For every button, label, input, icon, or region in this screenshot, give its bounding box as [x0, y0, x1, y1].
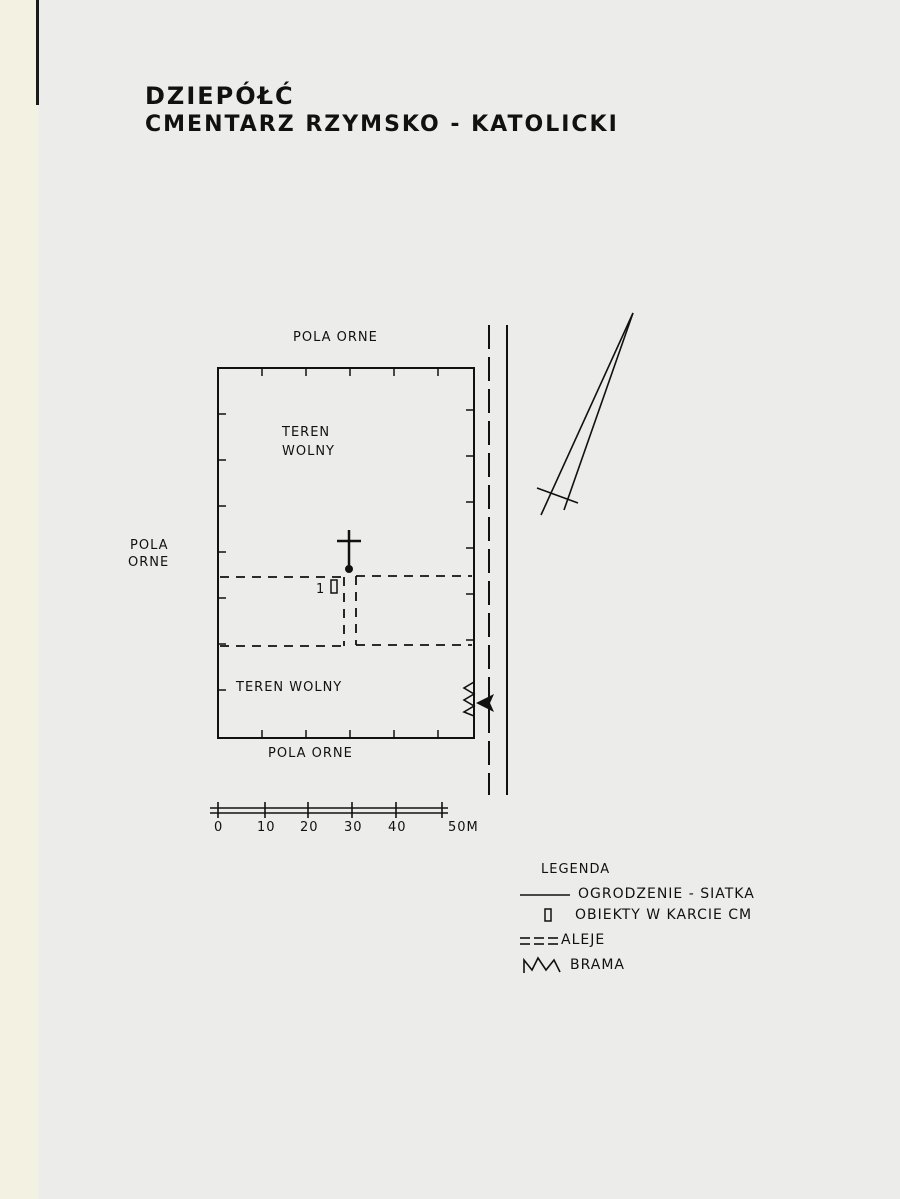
label-west-2: ORNE — [128, 555, 170, 570]
scale-tick-40: 40 — [388, 820, 407, 835]
scale-end-label: 50M — [448, 820, 479, 835]
label-lower-area: TEREN WOLNY — [236, 680, 343, 695]
label-upper-area-2: WOLNY — [282, 444, 335, 459]
place-title: DZIEPÓŁĆ — [145, 82, 295, 110]
legend-title: LEGENDA — [541, 862, 611, 877]
legend-gate-label: BRAMA — [570, 957, 625, 973]
label-west-1: POLA — [130, 538, 169, 553]
legend-fence-label: OGRODZENIE - SIATKA — [578, 886, 755, 902]
scale-tick-20: 20 — [300, 820, 319, 835]
north-arrow-icon — [537, 313, 633, 515]
legend-objects-label: OBIEKTY W KARCIE CM — [575, 907, 753, 923]
legend-object-symbol — [545, 909, 551, 921]
legend-alleys-label: ALEJE — [561, 932, 606, 948]
cemetery-subtitle: CMENTARZ RZYMSKO - KATOLICKI — [145, 112, 619, 137]
scale-bar — [210, 802, 448, 818]
object-number: 1 — [316, 582, 326, 597]
legend-dash-symbol — [520, 938, 558, 944]
gate-arrow-icon — [476, 694, 494, 712]
label-upper-area-1: TEREN — [282, 425, 331, 440]
gate-icon — [464, 682, 474, 716]
scale-tick-10: 10 — [257, 820, 276, 835]
legend-gate-symbol — [524, 958, 560, 973]
alleys — [220, 576, 472, 646]
label-south: POLA ORNE — [268, 746, 353, 761]
object-marker — [331, 580, 337, 593]
label-north: POLA ORNE — [293, 330, 378, 345]
scale-tick-30: 30 — [344, 820, 363, 835]
scale-tick-0: 0 — [214, 820, 224, 835]
